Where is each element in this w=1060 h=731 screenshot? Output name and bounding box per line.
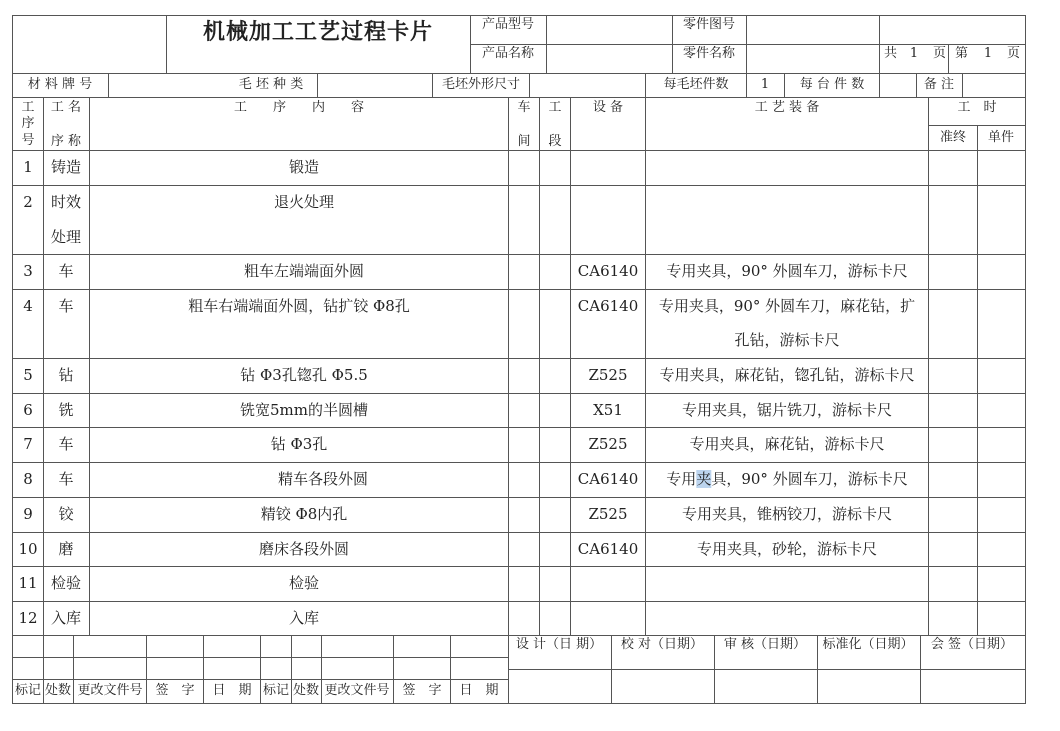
page-unit-2: 页 <box>1007 46 1021 61</box>
col-equipment: 设 备 <box>592 100 624 115</box>
row-3-tooling: 专用夹具，90° 外圆车刀，游标卡尺 <box>666 262 908 280</box>
remark-label: 备 注 <box>923 77 955 92</box>
row-1-content: 锻造 <box>288 158 320 176</box>
col-step-no-3: 号 <box>21 133 35 148</box>
row-8-tooling-part-c: 具，90° 外圆车刀，游标卡尺 <box>711 470 908 488</box>
row-9-tooling: 专用夹具，锥柄铰刀，游标卡尺 <box>681 505 893 523</box>
row-6-no: 6 <box>23 401 33 419</box>
row-4-content: 粗车右端端面外圆，钻扩铰 Φ8孔 <box>188 297 410 315</box>
row-5-no: 5 <box>23 366 33 384</box>
footer-change-doc: 更改文件号 <box>77 683 143 698</box>
footer-change-doc-2: 更改文件号 <box>324 683 390 698</box>
row-8-tooling[interactable] <box>666 472 907 487</box>
footer-date-2: 日 期 <box>459 683 499 698</box>
row-2-no: 2 <box>23 193 33 211</box>
row-10-no: 10 <box>18 540 38 558</box>
col-section-2: 段 <box>548 134 562 149</box>
row-7-equipment: Z525 <box>588 435 628 453</box>
row-1-no: 1 <box>23 158 33 176</box>
col-step-no-2: 序 <box>21 116 35 131</box>
row-2-name: 时效 <box>50 193 82 211</box>
row-7-no: 7 <box>23 435 33 453</box>
footer-mark-2: 标记 <box>262 683 290 698</box>
col-step-name-2: 序 称 <box>50 134 82 149</box>
col-workshop-2: 间 <box>517 134 531 149</box>
row-4-tooling-line2: 孔钻，游标卡尺 <box>734 331 840 349</box>
col-step-no-1: 工 <box>21 100 35 115</box>
row-7-name: 车 <box>58 435 74 453</box>
footer-sign-2: 签 字 <box>402 683 442 698</box>
col-section-1: 工 <box>548 100 562 115</box>
row-5-name: 钻 <box>58 366 74 384</box>
total-pages: 1 <box>909 46 919 61</box>
col-step-name-1: 工 名 <box>50 100 82 115</box>
footer-sign: 签 字 <box>155 683 195 698</box>
row-10-tooling: 专用夹具，砂轮，游标卡尺 <box>696 540 878 558</box>
text-selection-highlight[interactable]: 夹 <box>696 470 712 488</box>
row-3-no: 3 <box>23 262 33 280</box>
row-10-name: 磨 <box>58 540 74 558</box>
row-8-no: 8 <box>23 470 33 488</box>
row-8-equipment: CA6140 <box>577 470 639 488</box>
current-page: 1 <box>983 46 993 61</box>
row-6-content: 铣宽5mm的半圆槽 <box>240 401 368 419</box>
footer-countersign: 会 签（日期） <box>930 637 1014 652</box>
row-6-equipment: X51 <box>593 401 623 419</box>
row-2-name-line2: 处理 <box>50 228 82 246</box>
row-9-no: 9 <box>23 505 33 523</box>
row-4-name: 车 <box>58 297 74 315</box>
row-4-equipment: CA6140 <box>577 297 639 315</box>
row-7-content: 钻 Φ3孔 <box>270 435 328 453</box>
pieces-per-unit-label: 每 台 件 数 <box>799 77 865 92</box>
row-9-equipment: Z525 <box>588 505 628 523</box>
footer-design: 设 计（日 期） <box>515 637 603 652</box>
row-11-no: 11 <box>18 574 38 592</box>
row-9-name: 铰 <box>58 505 74 523</box>
footer-mark: 标记 <box>14 683 42 698</box>
footer-standardize: 标准化（日期） <box>822 637 914 652</box>
product-model-label: 产品型号 <box>481 17 535 32</box>
row-11-content: 检验 <box>288 574 320 592</box>
row-5-tooling: 专用夹具，麻花钻，锪孔钻，游标卡尺 <box>659 366 915 384</box>
col-tooling: 工 艺 装 备 <box>754 100 820 115</box>
footer-review: 审 核（日期） <box>723 637 807 652</box>
footer-proofread: 校 对（日期） <box>620 637 704 652</box>
pieces-per-blank-value: 1 <box>760 77 770 92</box>
row-12-content: 入库 <box>288 609 320 627</box>
row-4-no: 4 <box>23 297 33 315</box>
col-time: 工 时 <box>957 100 997 115</box>
page-unit-1: 页 <box>933 46 947 61</box>
row-8-tooling-part-a: 专用 <box>666 470 697 488</box>
total-label: 共 <box>884 46 898 61</box>
row-10-content: 磨床各段外圆 <box>258 540 350 558</box>
row-3-equipment: CA6140 <box>577 262 639 280</box>
row-9-content: 精铰 Φ8内孔 <box>260 505 348 523</box>
row-8-name: 车 <box>58 470 74 488</box>
row-7-tooling: 专用夹具，麻花钻，游标卡尺 <box>689 435 885 453</box>
footer-count-2: 处数 <box>292 683 320 698</box>
card-title: 机械加工工艺过程卡片 <box>202 20 434 45</box>
row-1-name: 铸造 <box>50 158 82 176</box>
row-8-content: 精车各段外圆 <box>277 470 369 488</box>
blank-size-label: 毛坯外形尺寸 <box>441 77 521 92</box>
row-11-name: 检验 <box>50 574 82 592</box>
pieces-per-blank-label: 每毛坯件数 <box>663 77 729 92</box>
part-name-label: 零件名称 <box>682 46 736 61</box>
footer-date: 日 期 <box>212 683 252 698</box>
nth-label: 第 <box>955 46 969 61</box>
row-12-name: 入库 <box>50 609 82 627</box>
col-prep-time: 准终 <box>939 130 967 145</box>
row-6-name: 铣 <box>58 401 74 419</box>
material-label: 材 料 牌 号 <box>27 77 93 92</box>
col-unit-time: 单件 <box>987 130 1015 145</box>
row-10-equipment: CA6140 <box>577 540 639 558</box>
row-6-tooling: 专用夹具，锯片铣刀，游标卡尺 <box>681 401 893 419</box>
product-name-label: 产品名称 <box>481 46 535 61</box>
row-12-no: 12 <box>18 609 38 627</box>
row-3-name: 车 <box>58 262 74 280</box>
row-2-content: 退火处理 <box>273 193 335 211</box>
blank-type-label: 毛 坯 种 类 <box>238 77 304 92</box>
col-content: 工 序 内 容 <box>233 100 365 115</box>
row-3-content: 粗车左端端面外圆 <box>243 262 365 280</box>
footer-count: 处数 <box>44 683 72 698</box>
row-5-equipment: Z525 <box>588 366 628 384</box>
part-drawing-label: 零件图号 <box>682 17 736 32</box>
col-workshop-1: 车 <box>517 100 531 115</box>
row-4-tooling: 专用夹具，90° 外圆车刀，麻花钻，扩 <box>658 297 916 315</box>
row-5-content: 钻 Φ3孔锪孔 Φ5.5 <box>240 366 368 384</box>
